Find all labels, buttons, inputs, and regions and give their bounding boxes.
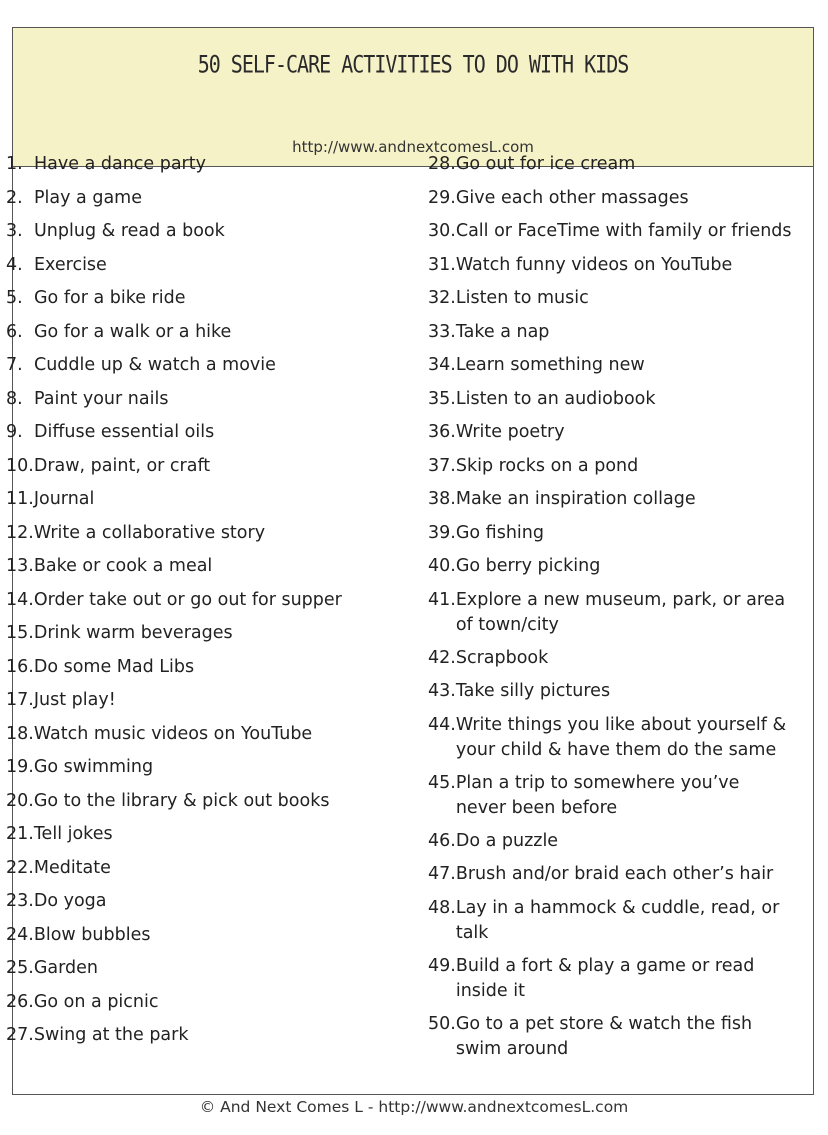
activity-text: Call or FaceTime with family or friends [455,221,792,241]
activity-number: 43. [428,681,456,701]
activity-item [6,219,406,253]
activity-number: 12. [6,522,34,543]
activity-item [428,186,800,220]
activity-number: 7. [6,355,23,375]
activity-item [6,655,406,689]
activity-number: 44. [428,714,456,735]
activity-item [6,152,406,186]
activity-text: Listen to music [455,288,589,308]
activity-text: Meditate [33,857,111,878]
activity-item [428,771,800,829]
activity-item [6,286,406,320]
activity-number: 11. [6,489,34,509]
activity-list-left [6,152,406,1057]
activity-item [6,956,406,990]
activity-text: Go swimming [33,757,154,777]
activity-text: Journal [33,489,95,509]
activity-text: Do some Mad Libs [33,656,195,677]
activity-text: Bake or cook a meal [33,556,213,576]
activity-text: Play a game [34,187,142,208]
activity-item [6,554,406,588]
activity-number: 5. [6,288,23,308]
activity-number: 28. [428,154,456,174]
activity-text: Tell jokes [33,824,113,844]
activity-number: 22. [6,857,34,878]
activity-number: 29. [428,187,456,208]
activity-item [428,152,800,186]
activity-text: Lay in a hammock & cuddle, read, or talk [455,897,780,943]
activity-text: Exercise [34,254,107,275]
activity-text: Swing at the park [33,1025,189,1045]
activity-text: Watch funny videos on YouTube [455,254,733,275]
activity-text: Go fishing [455,522,544,543]
activity-text: Take silly pictures [455,681,611,701]
activity-number: 27. [6,1025,34,1045]
activity-text: Do a puzzle [455,830,559,851]
activity-item [428,521,800,555]
activity-text: Skip rocks on a pond [455,455,639,476]
activity-number: 48. [428,897,456,918]
header-url: http://www.andnextcomesL.com [292,138,534,156]
activity-item [428,420,800,454]
activity-text: Watch music videos on YouTube [33,723,313,744]
activity-number: 21. [6,824,34,844]
activity-text: Write a collaborative story [33,522,266,543]
activity-item [6,1023,406,1057]
activity-item [428,554,800,588]
activity-item [428,954,800,1012]
activity-item [6,722,406,756]
activity-number: 2. [6,187,23,208]
activity-item [428,679,800,713]
activity-item [428,646,800,680]
activity-item [6,621,406,655]
activity-text: Take a nap [455,321,550,342]
activity-number: 34. [428,355,456,375]
activity-text: Brush and/or braid each other’s hair [455,864,774,884]
activity-item [428,253,800,287]
activity-item [6,186,406,220]
activity-number: 23. [6,891,34,911]
activity-number: 9. [6,422,23,442]
activity-item [428,320,800,354]
activity-item [6,320,406,354]
activity-text: Just play! [33,690,116,710]
title-banner [13,28,813,167]
activity-number: 1. [6,154,23,174]
activity-number: 49. [428,955,456,976]
activity-text: Write things you like about yourself & your child & have them do the same [455,714,787,760]
activity-text: Blow bubbles [33,924,151,945]
activity-item [428,387,800,421]
activity-text: Make an inspiration collage [455,489,696,509]
activity-text: Do yoga [33,891,107,911]
activity-number: 14. [6,589,34,610]
activity-item [6,454,406,488]
activity-number: 8. [6,388,23,409]
activity-text: Write poetry [455,422,565,442]
activity-text: Listen to an audiobook [455,388,656,409]
activity-number: 25. [6,958,34,978]
activity-text: Go to the library & pick out books [33,790,330,811]
activity-number: 20. [6,790,34,811]
activity-number: 42. [428,647,456,668]
activity-number: 16. [6,656,34,677]
activity-item [6,588,406,622]
activity-text: Unplug & read a book [34,221,225,241]
activity-item [428,896,800,954]
activity-item [6,822,406,856]
activity-number: 36. [428,422,456,442]
activity-number: 30. [428,221,456,241]
activity-item [6,253,406,287]
activity-number: 24. [6,924,34,945]
activity-text: Diffuse essential oils [34,422,215,442]
activity-number: 3. [6,221,23,241]
activity-item [6,789,406,823]
activity-item [428,1012,800,1070]
activity-item [428,219,800,253]
activity-list-right [428,152,800,1070]
activity-number: 46. [428,830,456,851]
activity-number: 32. [428,288,456,308]
activity-number: 41. [428,589,456,610]
activity-number: 26. [6,991,34,1012]
activity-item [428,353,800,387]
activity-number: 45. [428,772,456,793]
activity-text: Go out for ice cream [455,154,636,174]
activity-item [6,353,406,387]
activity-number: 10. [6,455,34,476]
activity-item [6,387,406,421]
activity-item [428,862,800,896]
activity-number: 35. [428,388,456,409]
activity-number: 13. [6,556,34,576]
activity-item [428,713,800,771]
activity-text: Go for a walk or a hike [34,321,232,342]
activity-number: 15. [6,623,34,643]
activity-item [6,889,406,923]
activity-item [428,487,800,521]
activity-text: Order take out or go out for supper [33,589,342,610]
activity-text: Explore a new museum, park, or area of town/city [455,589,786,635]
activity-number: 18. [6,723,34,744]
activity-text: Cuddle up & watch a movie [34,355,276,375]
activity-item [6,856,406,890]
activity-item [6,990,406,1024]
activity-text: Give each other massages [455,187,689,208]
activity-number: 40. [428,556,456,576]
activity-number: 50. [428,1013,456,1034]
activity-item [428,286,800,320]
activity-text: Have a dance party [34,154,206,174]
activity-number: 17. [6,690,34,710]
activity-number: 31. [428,254,456,275]
activity-text: Paint your nails [34,388,169,409]
activity-item [6,487,406,521]
activity-item [428,829,800,863]
activity-number: 33. [428,321,456,342]
page-title: 50 SELF-CARE ACTIVITIES TO DO WITH KIDS [197,49,629,79]
activity-item [6,521,406,555]
activity-text: Go to a pet store & watch the fish swim around [455,1013,753,1059]
activity-text: Garden [33,958,98,978]
activity-text: Drink warm beverages [33,623,233,643]
activity-item [428,588,800,646]
activity-item [6,755,406,789]
activity-item [428,454,800,488]
activity-number: 6. [6,321,23,342]
footer-credit: © And Next Comes L - http://www.andnextcomesL.com [199,1098,629,1116]
activity-item [6,923,406,957]
activity-number: 4. [6,254,23,275]
activity-number: 37. [428,455,456,476]
activity-text: Draw, paint, or craft [33,455,211,476]
activity-item [6,688,406,722]
activity-text: Build a fort & play a game or read inside it [455,955,755,1001]
activity-number: 47. [428,864,456,884]
activity-item [6,420,406,454]
activity-text: Go berry picking [455,556,601,576]
activity-number: 38. [428,489,456,509]
activity-text: Scrapbook [455,647,549,668]
activity-number: 39. [428,522,456,543]
activity-text: Plan a trip to somewhere you’ve never been before [455,772,740,818]
activity-text: Go on a picnic [33,991,159,1012]
activity-text: Go for a bike ride [34,288,186,308]
activity-text: Learn something new [455,355,645,375]
activity-number: 19. [6,757,34,777]
